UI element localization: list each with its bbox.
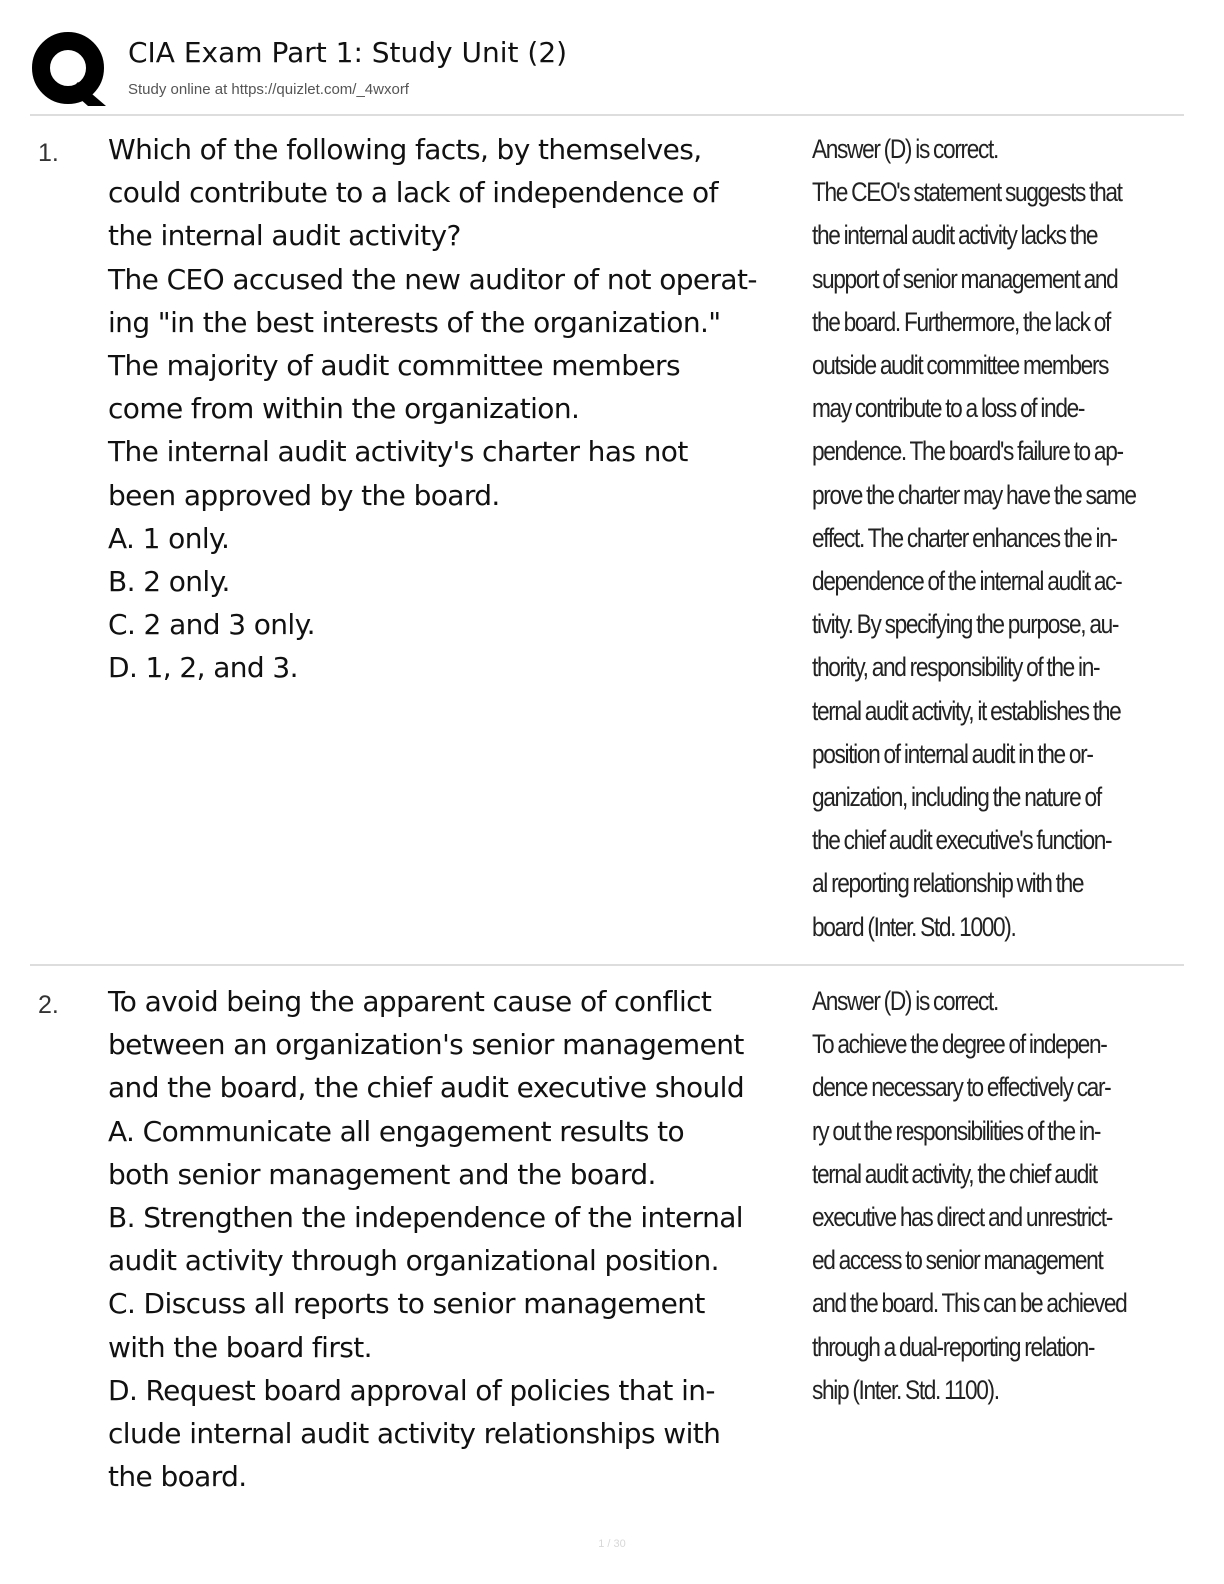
answer-line: the chief audit executive's function- — [812, 825, 1112, 856]
answer-line: ganization, including the nature of — [812, 782, 1101, 813]
page-number: 1 / 30 — [598, 1538, 626, 1550]
option-c-continued: with the board first. — [108, 1330, 372, 1364]
flashcard-1 — [30, 128, 1184, 966]
answer-line: ternal audit activity, the chief audit — [812, 1158, 1097, 1189]
answer-line: ship (Inter. Std. 1100). — [812, 1374, 999, 1405]
option-b: B. 2 only. — [108, 565, 230, 599]
answer-line: ry out the responsibilities of the in- — [812, 1115, 1101, 1146]
answer-line: position of internal audit in the or- — [812, 738, 1093, 769]
answer-line: the internal audit activity lacks the — [812, 220, 1098, 251]
option-d-continued: clude internal audit activity relationships with — [108, 1417, 721, 1451]
answer-text — [812, 980, 1184, 1412]
answer-line: pendence. The board's failure to ap- — [812, 436, 1123, 467]
answer-line: prove the charter may have the same — [812, 479, 1136, 510]
question-line: come from within the organization. — [108, 392, 580, 426]
answer-line: through a dual-reporting relation- — [812, 1331, 1095, 1362]
quizlet-q-logo-icon — [30, 30, 110, 110]
option-c: C. Discuss all reports to senior management — [108, 1287, 705, 1321]
question-line: the internal audit activity? — [108, 219, 461, 253]
question-line: The internal audit activity's charter has not — [108, 435, 688, 469]
answer-line: board (Inter. Std. 1000). — [812, 911, 1016, 942]
answer-line: ed access to senior management — [812, 1245, 1103, 1276]
page-header — [30, 28, 1184, 116]
card-number: 1. — [38, 139, 59, 167]
answer-line: To achieve the degree of indepen- — [812, 1029, 1107, 1060]
option-d-continued: the board. — [108, 1460, 247, 1494]
option-a: A. Communicate all engagement results to — [108, 1114, 685, 1148]
option-c: C. 2 and 3 only. — [108, 608, 315, 642]
answer-line: tivity. By specifying the purpose, au- — [812, 609, 1119, 640]
option-d: D. Request board approval of policies that in- — [108, 1373, 715, 1407]
question-line: between an organization's senior management — [108, 1028, 744, 1062]
answer-line: effect. The charter enhances the in- — [812, 522, 1117, 553]
flashcard-2 — [30, 980, 1184, 1500]
question-line: Which of the following facts, by themselves, — [108, 133, 702, 166]
answer-line: al reporting relationship with the — [812, 868, 1084, 899]
option-a-continued: both senior management and the board. — [108, 1157, 656, 1191]
answer-line: The CEO's statement suggests that — [812, 177, 1122, 208]
answer-line: and the board. This can be achieved — [812, 1288, 1127, 1319]
answer-line: the board. Furthermore, the lack of — [812, 306, 1110, 337]
card-number: 2. — [38, 991, 59, 1019]
answer-line: Answer (D) is correct. — [812, 986, 998, 1016]
question-line: The majority of audit committee members — [108, 349, 680, 383]
answer-line: outside audit committee members — [812, 350, 1109, 381]
study-link-text[interactable]: Study online at https://quizlet.com/_4wxorf — [128, 81, 409, 98]
answer-line: executive has direct and unrestrict- — [812, 1202, 1112, 1233]
answer-line: ternal audit activity, it establishes the — [812, 695, 1121, 726]
option-d: D. 1, 2, and 3. — [108, 651, 298, 685]
answer-line: dence necessary to effectively car- — [812, 1072, 1111, 1103]
option-b: B. Strengthen the independence of the internal — [108, 1201, 743, 1235]
answer-line: dependence of the internal audit ac- — [812, 566, 1122, 597]
question-line: and the board, the chief audit executive should — [108, 1071, 745, 1105]
answer-text — [812, 128, 1184, 949]
answer-line: thority, and responsibility of the in- — [812, 652, 1100, 683]
option-a: A. 1 only. — [108, 521, 230, 555]
page-title: CIA Exam Part 1: Study Unit (2) — [128, 36, 568, 69]
answer-line: support of senior management and — [812, 263, 1118, 294]
answer-line: Answer (D) is correct. — [812, 134, 998, 164]
option-b-continued: audit activity through organizational position. — [108, 1244, 719, 1278]
question-line: could contribute to a lack of independence of — [108, 176, 718, 210]
question-line: The CEO accused the new auditor of not operat- — [108, 262, 757, 296]
question-line: been approved by the board. — [108, 478, 500, 512]
question-text — [108, 980, 808, 1498]
question-text — [108, 128, 808, 690]
question-line: To avoid being the apparent cause of conflict — [108, 985, 712, 1018]
question-line: ing "in the best interests of the organization." — [108, 305, 721, 339]
answer-line: may contribute to a loss of inde- — [812, 393, 1085, 424]
